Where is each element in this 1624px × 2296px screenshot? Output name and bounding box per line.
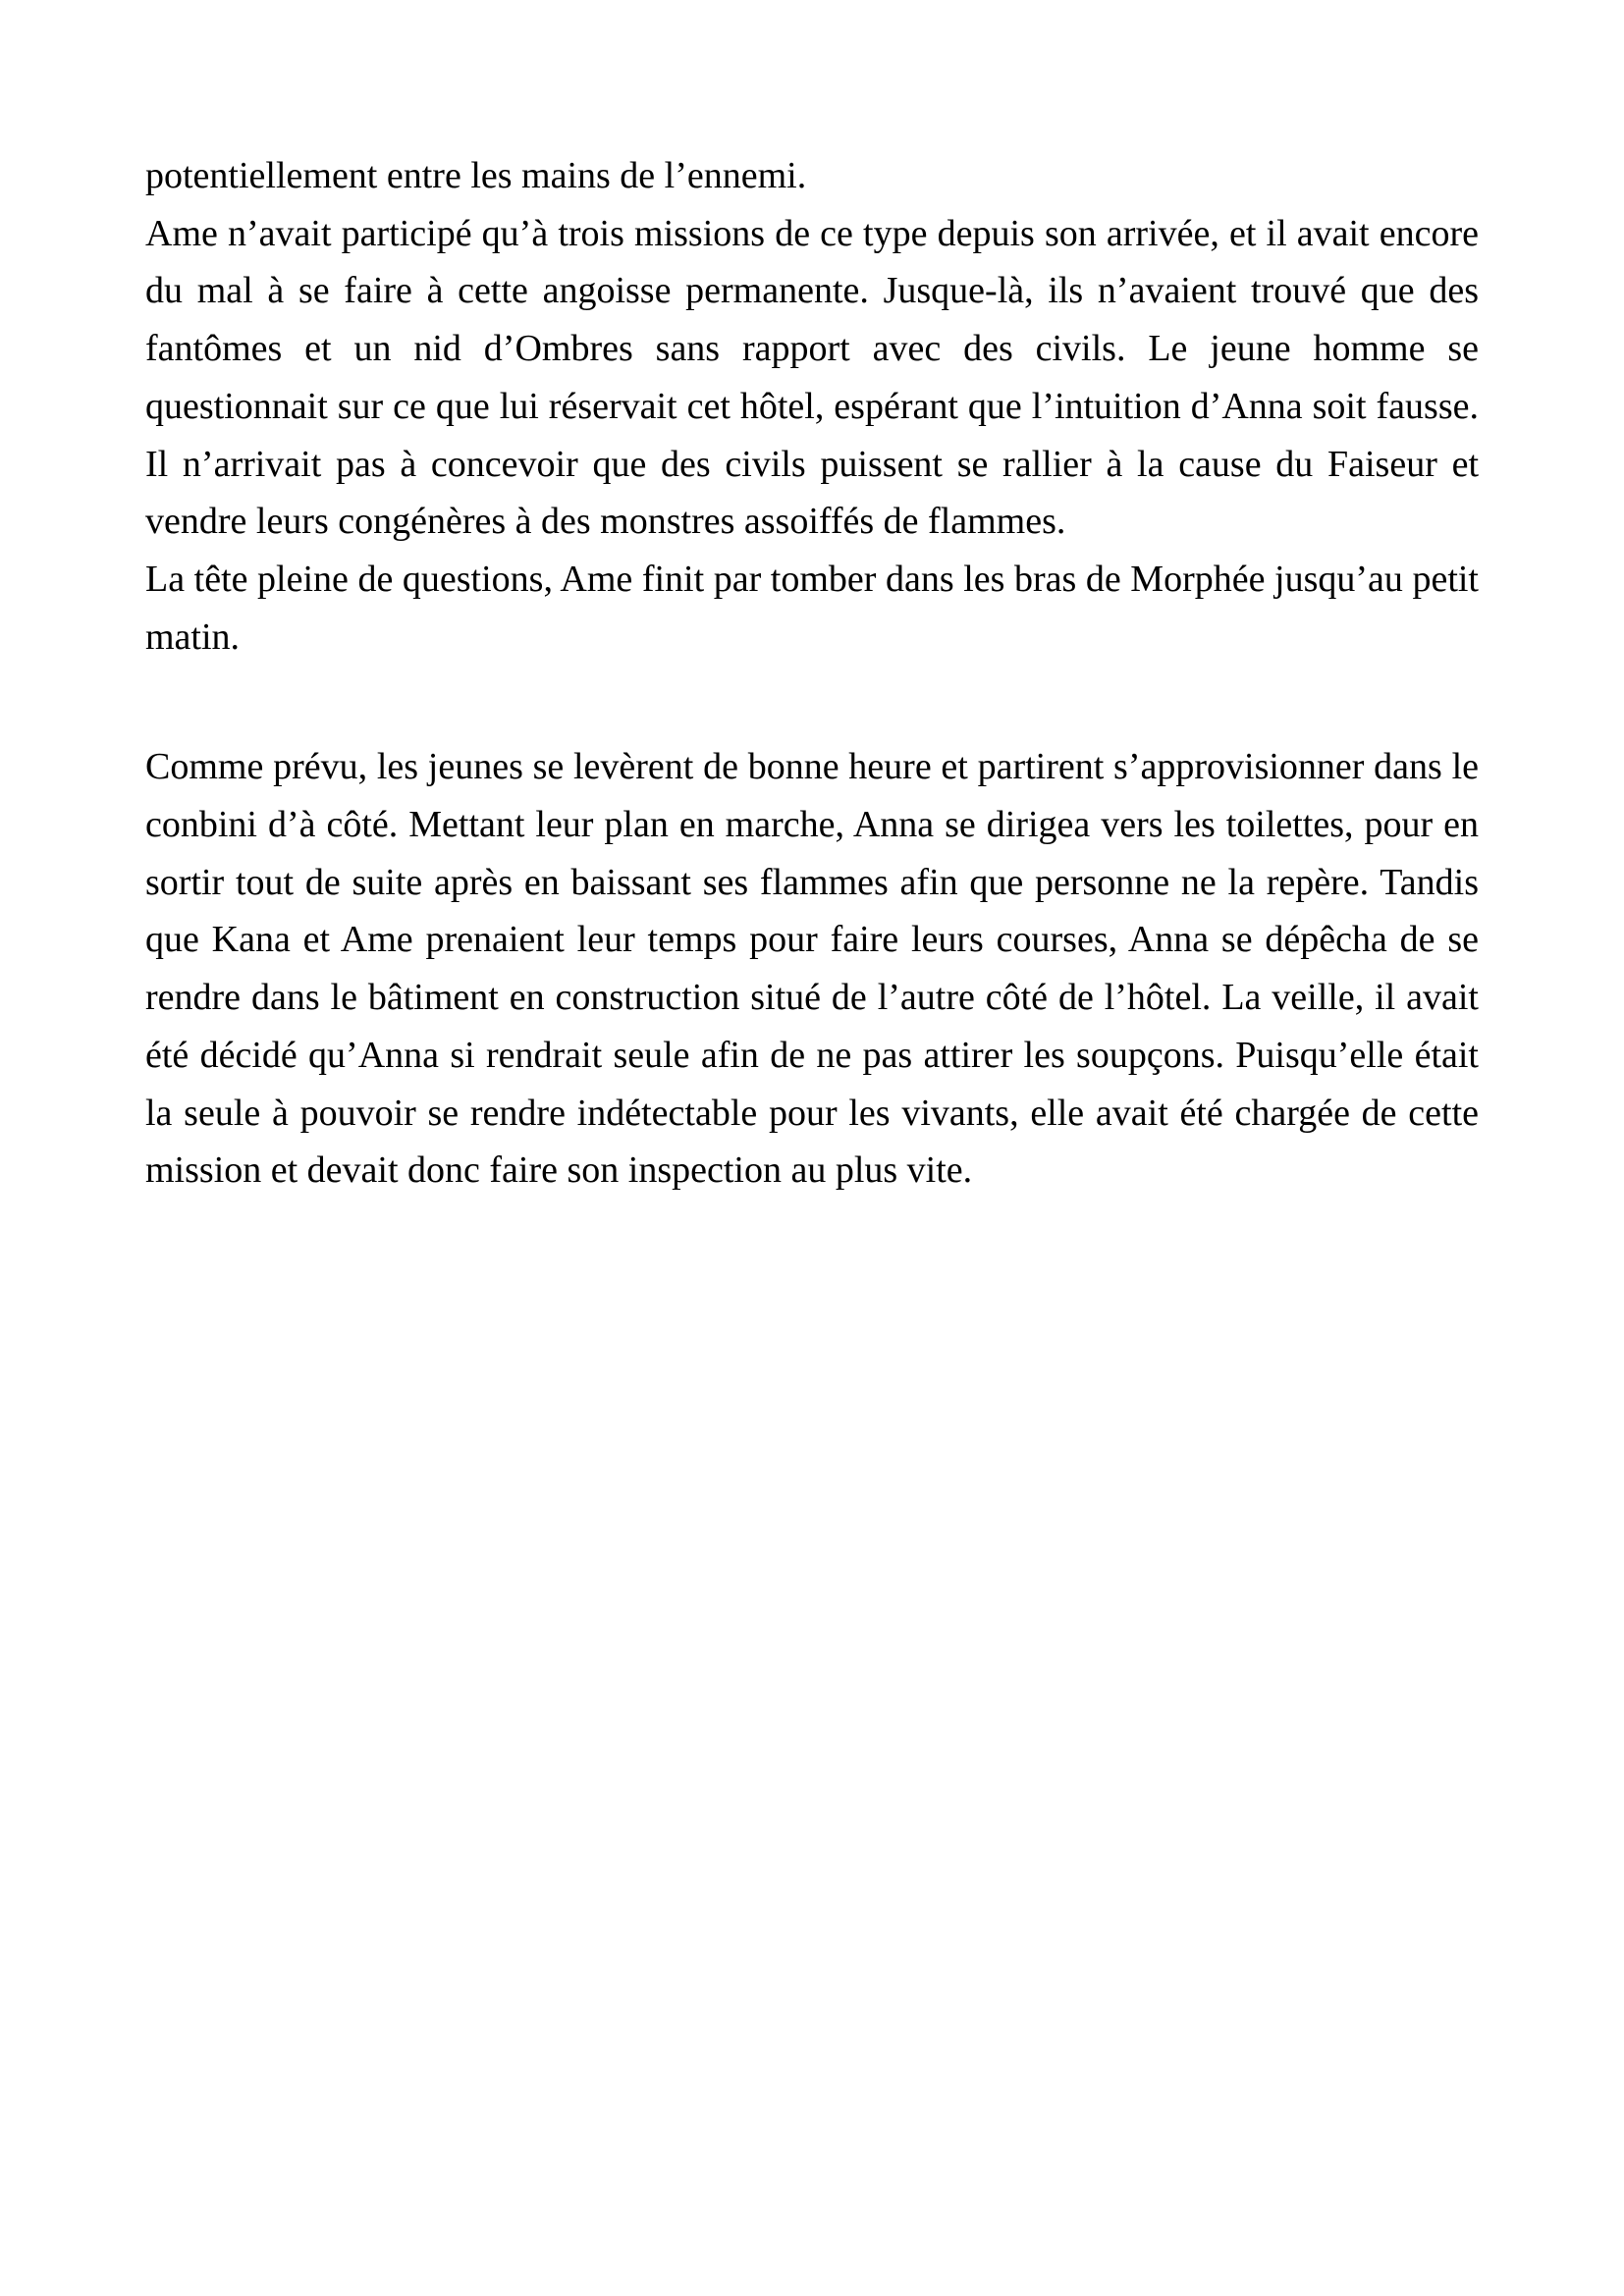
paragraph: Comme prévu, les jeunes se levèrent de bonne heure et partirent s’approvisionner dans le conbini d’à côté. Mettant leur plan en marche, Anna se dirigea vers les toilettes, pour en sortir tout de suite après en baissant ses flammes afin que personne ne la repère. Tandis que Kana et Ame prenaient leur temps pour faire leurs courses, Anna se dépêcha de se rendre dans le bâtiment en construction situé de l’autre côté de l’hôtel. La veille, il avait été décidé qu’Anna si rendrait seule afin de ne pas attirer les soupçons. Puisqu’elle était la seule à pouvoir se rendre indétectable pour les vivants, elle avait été chargée de cette mission et devait donc faire son inspection au plus vite.: [145, 746, 1479, 1192]
paragraph: Ame n’avait participé qu’à trois missions de ce type depuis son arrivée, et il avait encore du mal à se faire à cette angoisse permanente. Jusque-là, ils n’avaient trouvé que des fantômes et un nid d’Ombres sans rapport avec des civils. Le jeune homme se questionnait sur ce que lui réservait cet hôtel, espérant que l’intuition d’Anna soit fausse. Il n’arrivait pas à concevoir que des civils puissent se rallier à la cause du Faiseur et vendre leurs congénères à des monstres assoiffés de flammes.: [145, 212, 1479, 543]
body-text-block: [145, 147, 1479, 1200]
paragraph-break-spacer: [145, 666, 1479, 738]
paragraph: La tête pleine de questions, Ame finit par tomber dans les bras de Morphée jusqu’au petit matin.: [145, 558, 1479, 658]
paragraph-continuation: potentiellement entre les mains de l’ennemi.: [145, 155, 807, 196]
